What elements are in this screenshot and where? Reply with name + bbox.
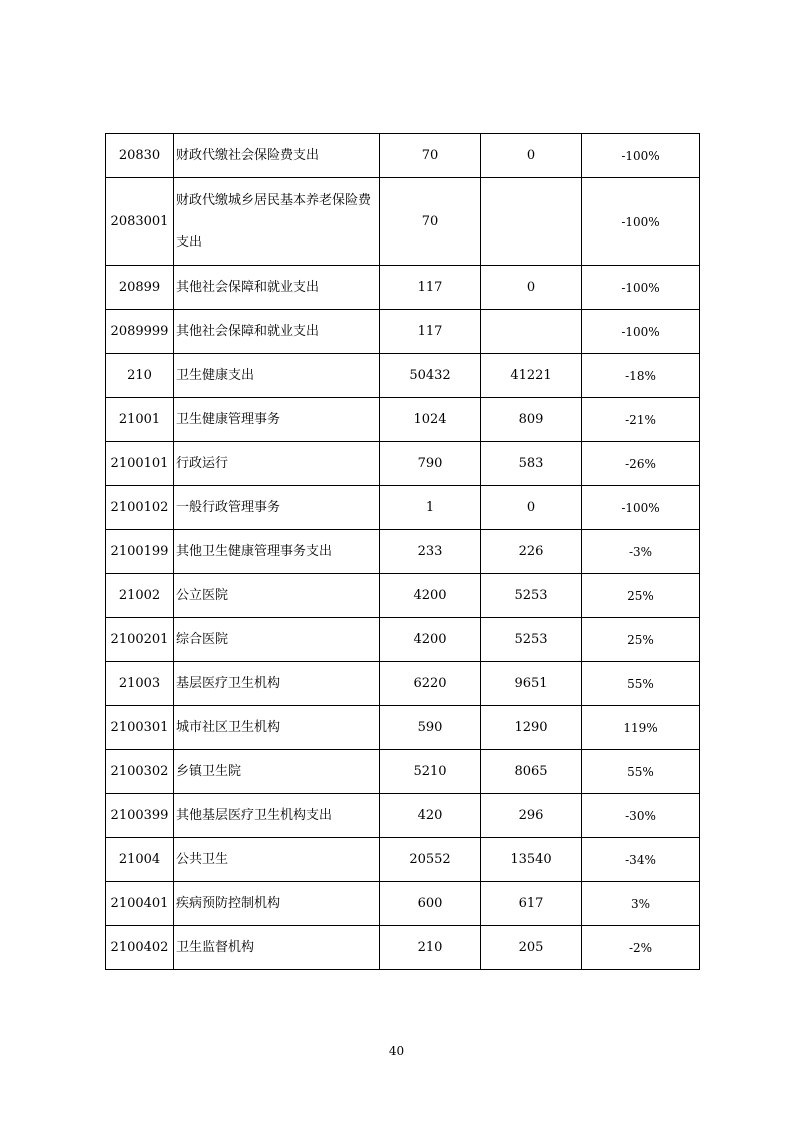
current-amount: 583 bbox=[481, 442, 582, 486]
current-amount bbox=[481, 178, 582, 266]
table-row bbox=[106, 354, 700, 398]
budget-table bbox=[105, 133, 700, 970]
table-row bbox=[106, 706, 700, 750]
current-amount: 809 bbox=[481, 398, 582, 442]
account-name: 综合医院 bbox=[174, 618, 380, 662]
prior-amount: 233 bbox=[380, 530, 481, 574]
prior-amount: 50432 bbox=[380, 354, 481, 398]
account-code: 2100302 bbox=[106, 750, 174, 794]
prior-amount: 4200 bbox=[380, 618, 481, 662]
table-row bbox=[106, 574, 700, 618]
current-amount bbox=[481, 310, 582, 354]
account-name: 城市社区卫生机构 bbox=[174, 706, 380, 750]
account-code: 21002 bbox=[106, 574, 174, 618]
table-row bbox=[106, 794, 700, 838]
table-row bbox=[106, 530, 700, 574]
current-amount: 0 bbox=[481, 486, 582, 530]
prior-amount: 790 bbox=[380, 442, 481, 486]
account-code: 2100102 bbox=[106, 486, 174, 530]
change-percent: -30% bbox=[582, 794, 700, 838]
prior-amount: 70 bbox=[380, 134, 481, 178]
change-percent: -100% bbox=[582, 486, 700, 530]
account-name: 其他基层医疗卫生机构支出 bbox=[174, 794, 380, 838]
change-percent: 25% bbox=[582, 618, 700, 662]
account-code: 21001 bbox=[106, 398, 174, 442]
account-name: 其他社会保障和就业支出 bbox=[174, 266, 380, 310]
change-percent: 55% bbox=[582, 750, 700, 794]
current-amount: 41221 bbox=[481, 354, 582, 398]
table-row bbox=[106, 178, 700, 266]
table-row bbox=[106, 134, 700, 178]
prior-amount: 4200 bbox=[380, 574, 481, 618]
account-code: 2100402 bbox=[106, 926, 174, 970]
account-code: 2089999 bbox=[106, 310, 174, 354]
account-name: 公立医院 bbox=[174, 574, 380, 618]
change-percent: -2% bbox=[582, 926, 700, 970]
account-code: 20899 bbox=[106, 266, 174, 310]
account-name: 卫生监督机构 bbox=[174, 926, 380, 970]
account-name: 财政代缴城乡居民基本养老保险费支出 bbox=[174, 178, 380, 266]
prior-amount: 590 bbox=[380, 706, 481, 750]
account-name: 卫生健康管理事务 bbox=[174, 398, 380, 442]
change-percent: -3% bbox=[582, 530, 700, 574]
table-row bbox=[106, 310, 700, 354]
account-name: 行政运行 bbox=[174, 442, 380, 486]
account-code: 2100301 bbox=[106, 706, 174, 750]
prior-amount: 1024 bbox=[380, 398, 481, 442]
prior-amount: 20552 bbox=[380, 838, 481, 882]
table-row bbox=[106, 618, 700, 662]
account-name: 乡镇卫生院 bbox=[174, 750, 380, 794]
change-percent: -100% bbox=[582, 134, 700, 178]
change-percent: 3% bbox=[582, 882, 700, 926]
prior-amount: 600 bbox=[380, 882, 481, 926]
current-amount: 226 bbox=[481, 530, 582, 574]
prior-amount: 6220 bbox=[380, 662, 481, 706]
current-amount: 5253 bbox=[481, 618, 582, 662]
change-percent: -100% bbox=[582, 266, 700, 310]
table-row bbox=[106, 442, 700, 486]
change-percent: -100% bbox=[582, 310, 700, 354]
account-code: 21003 bbox=[106, 662, 174, 706]
prior-amount: 117 bbox=[380, 310, 481, 354]
account-code: 20830 bbox=[106, 134, 174, 178]
table-row bbox=[106, 662, 700, 706]
current-amount: 617 bbox=[481, 882, 582, 926]
account-code: 2100101 bbox=[106, 442, 174, 486]
prior-amount: 117 bbox=[380, 266, 481, 310]
current-amount: 0 bbox=[481, 266, 582, 310]
current-amount: 8065 bbox=[481, 750, 582, 794]
change-percent: 55% bbox=[582, 662, 700, 706]
current-amount: 13540 bbox=[481, 838, 582, 882]
table-row bbox=[106, 838, 700, 882]
account-code: 2083001 bbox=[106, 178, 174, 266]
prior-amount: 1 bbox=[380, 486, 481, 530]
change-percent: -34% bbox=[582, 838, 700, 882]
account-name: 卫生健康支出 bbox=[174, 354, 380, 398]
change-percent: 119% bbox=[582, 706, 700, 750]
change-percent: -21% bbox=[582, 398, 700, 442]
prior-amount: 420 bbox=[380, 794, 481, 838]
account-code: 21004 bbox=[106, 838, 174, 882]
account-code: 2100399 bbox=[106, 794, 174, 838]
change-percent: 25% bbox=[582, 574, 700, 618]
account-name: 财政代缴社会保险费支出 bbox=[174, 134, 380, 178]
table-row bbox=[106, 926, 700, 970]
table-row bbox=[106, 882, 700, 926]
current-amount: 296 bbox=[481, 794, 582, 838]
account-name: 疾病预防控制机构 bbox=[174, 882, 380, 926]
page-number: 40 bbox=[388, 1044, 405, 1058]
current-amount: 5253 bbox=[481, 574, 582, 618]
account-code: 2100199 bbox=[106, 530, 174, 574]
prior-amount: 70 bbox=[380, 178, 481, 266]
current-amount: 9651 bbox=[481, 662, 582, 706]
account-name: 其他社会保障和就业支出 bbox=[174, 310, 380, 354]
current-amount: 205 bbox=[481, 926, 582, 970]
table-row bbox=[106, 750, 700, 794]
table-row bbox=[106, 398, 700, 442]
account-code: 210 bbox=[106, 354, 174, 398]
account-code: 2100401 bbox=[106, 882, 174, 926]
account-name: 一般行政管理事务 bbox=[174, 486, 380, 530]
current-amount: 0 bbox=[481, 134, 582, 178]
account-name: 其他卫生健康管理事务支出 bbox=[174, 530, 380, 574]
change-percent: -100% bbox=[582, 178, 700, 266]
prior-amount: 210 bbox=[380, 926, 481, 970]
prior-amount: 5210 bbox=[380, 750, 481, 794]
account-name: 基层医疗卫生机构 bbox=[174, 662, 380, 706]
change-percent: -18% bbox=[582, 354, 700, 398]
table-row bbox=[106, 486, 700, 530]
change-percent: -26% bbox=[582, 442, 700, 486]
current-amount: 1290 bbox=[481, 706, 582, 750]
account-code: 2100201 bbox=[106, 618, 174, 662]
table-row bbox=[106, 266, 700, 310]
account-name: 公共卫生 bbox=[174, 838, 380, 882]
